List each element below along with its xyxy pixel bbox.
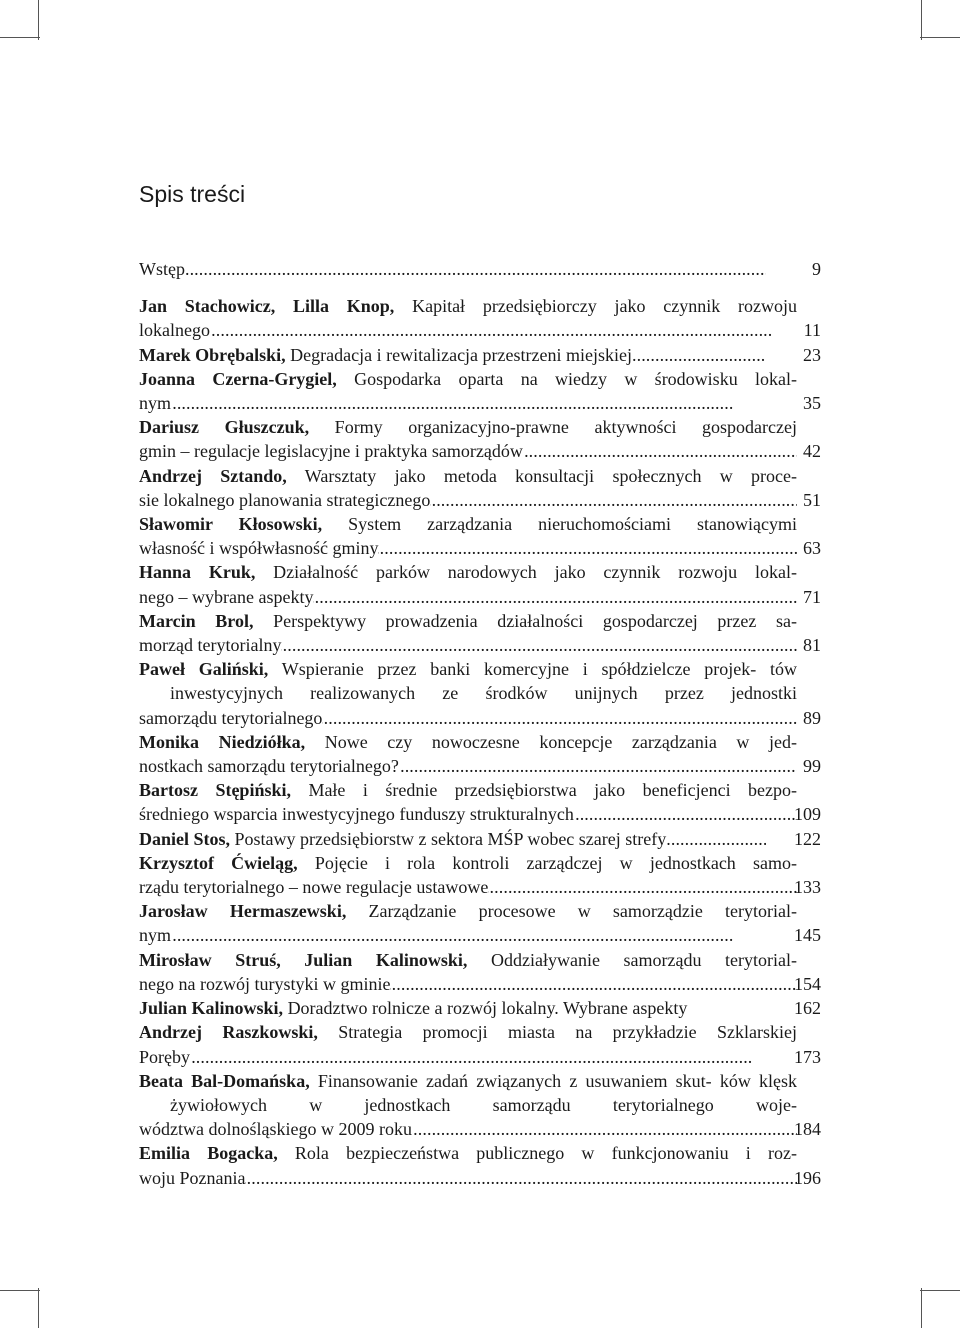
toc-entry-title-end: rządu terytorialnego – nowe regulacje ustawowe bbox=[139, 877, 489, 898]
toc-entry[interactable] bbox=[139, 948, 821, 996]
toc-entry[interactable] bbox=[139, 367, 821, 415]
toc-entry-title: Warsztaty jako metoda konsultacji społecznych w proce- bbox=[286, 465, 798, 486]
toc-page-number: 173 bbox=[794, 1046, 821, 1067]
toc-leader-dots bbox=[210, 318, 797, 342]
toc-entry-author: Andrzej Raszkowski, bbox=[139, 1022, 318, 1043]
toc-entry-author: Sławomir Kłosowski, bbox=[139, 514, 323, 535]
toc-entry-title-end: własność i współwłasność gminy bbox=[139, 538, 379, 559]
toc-entry-lead bbox=[139, 512, 797, 536]
toc-entry-title-end: Poręby bbox=[139, 1046, 190, 1067]
toc-entry-title: Strategia promocji miasta na przykładzie Szklarskiej bbox=[317, 1022, 797, 1043]
toc-entry-title: Zarządzanie procesowe w samorządzie terytorial- bbox=[346, 901, 797, 922]
toc-entry-text bbox=[139, 899, 797, 947]
toc-entry-text bbox=[139, 851, 797, 899]
table-of-contents bbox=[139, 257, 821, 1190]
toc-entry-lead bbox=[139, 294, 797, 318]
toc-entry-author: Monika Niedziółka, bbox=[139, 731, 306, 752]
toc-entry-text bbox=[139, 560, 797, 608]
toc-page-number: 23 bbox=[803, 344, 821, 365]
toc-entry-lead bbox=[139, 1069, 797, 1117]
toc-page-number: 109 bbox=[794, 804, 821, 825]
crop-mark-bottom-right bbox=[921, 1288, 922, 1328]
toc-entry-author: Andrzej Sztando, bbox=[139, 465, 287, 486]
toc-entry-lead bbox=[139, 899, 797, 923]
toc-entry-last-line bbox=[139, 318, 797, 342]
toc-leader-dots bbox=[378, 536, 797, 560]
toc-entry-title: System zarządzania nieruchomościami stanowiącymi bbox=[322, 514, 797, 535]
toc-entry-lead bbox=[139, 851, 797, 875]
toc-entry-last-line bbox=[139, 439, 797, 463]
toc-entry-author: Daniel Stos, bbox=[139, 828, 231, 849]
toc-entry[interactable] bbox=[139, 1020, 821, 1068]
toc-entry-text bbox=[139, 1069, 797, 1142]
toc-entry-title: Gospodarka oparta na wiedzy w środowisku lokal- bbox=[336, 368, 798, 389]
toc-entry-text bbox=[139, 464, 797, 512]
toc-entry-title: Rola bezpieczeństwa publicznego w funkcjonowaniu i roz- bbox=[277, 1143, 797, 1164]
toc-entry-title: Małe i średnie przedsiębiorstwa jako beneficjenci bezpo- bbox=[290, 780, 797, 801]
toc-page-number: 122 bbox=[794, 828, 821, 849]
toc-entry-last-line bbox=[139, 754, 797, 778]
toc-page-number: 11 bbox=[803, 320, 821, 341]
toc-entry-title-end: wództwa dolnośląskiego w 2009 roku bbox=[139, 1119, 412, 1140]
toc-entry-text bbox=[139, 257, 766, 281]
toc-entry-lead bbox=[139, 730, 797, 754]
toc-entry-title: Nowe czy nowoczesne koncepcje zarządzania w jed- bbox=[305, 731, 797, 752]
toc-entry-author: Jarosław Hermaszewski, bbox=[139, 901, 347, 922]
toc-entry-title-end: lokalnego bbox=[139, 320, 210, 341]
toc-entry-last-line bbox=[139, 996, 766, 1020]
toc-entry-title-end: nego na rozwój turystyki w gminie bbox=[139, 973, 391, 994]
toc-entry-author: Krzysztof Ćwieląg, bbox=[139, 852, 298, 873]
toc-page-number: 63 bbox=[803, 538, 821, 559]
toc-entry-title-end: Daniel Stos, Postawy przedsiębiorstw z sektora MŚP wobec szarej strefy bbox=[139, 828, 667, 849]
toc-entry-text bbox=[139, 778, 797, 826]
toc-page-number: 162 bbox=[794, 998, 821, 1019]
toc-entry-last-line bbox=[139, 633, 797, 657]
toc-entry-last-line bbox=[139, 706, 797, 730]
toc-entry-title: Finansowanie zadań związanych z usuwaniem skut- ków klęsk żywiołowych w jednostkach samorządu terytorialnego woje- bbox=[170, 1070, 797, 1115]
toc-entry-title: Kapitał przedsiębiorczy jako czynnik rozwoju bbox=[394, 296, 797, 317]
toc-entry-text bbox=[139, 512, 797, 560]
toc-entry-title-end: Wstęp bbox=[139, 259, 185, 279]
toc-entry-title: Perspektywy prowadzenia działalności gospodarczej przez sa- bbox=[253, 610, 798, 631]
toc-leader-dots bbox=[523, 439, 797, 463]
toc-entry-title: Działalność parków narodowych jako czynnik rozwoju lokal- bbox=[255, 562, 797, 583]
toc-page-number: 133 bbox=[794, 877, 821, 898]
toc-entry[interactable] bbox=[139, 257, 821, 281]
toc-entry-title-end: Julian Kalinowski, Doradztwo rolnicze a rozwój lokalny. Wybrane aspekty bbox=[139, 998, 688, 1019]
toc-entry-author: Marek Obrębalski, bbox=[139, 344, 286, 365]
toc-page-number: 35 bbox=[803, 393, 821, 414]
toc-page-number: 71 bbox=[803, 586, 821, 607]
toc-leader-dots bbox=[430, 488, 797, 512]
toc-entry[interactable] bbox=[139, 778, 821, 826]
toc-entry-last-line bbox=[139, 1117, 797, 1141]
toc-entry-title: Formy organizacyjno-prawne aktywności gospodarczej bbox=[309, 417, 797, 438]
toc-entry-title-end: nym bbox=[139, 925, 172, 946]
crop-mark-top-right bbox=[921, 0, 922, 40]
toc-entry-last-line bbox=[139, 536, 797, 560]
toc-entry-author: Paweł Galiński, bbox=[139, 659, 269, 680]
toc-entry[interactable] bbox=[139, 294, 821, 342]
toc-entry-lead bbox=[139, 948, 797, 972]
toc-entry-last-line bbox=[139, 827, 766, 851]
toc-entry-text bbox=[139, 730, 797, 778]
toc-entry-title: Oddziaływanie samorządu terytorial- bbox=[467, 949, 797, 970]
toc-entry-text bbox=[139, 367, 797, 415]
toc-entry-author: Bartosz Stępiński, bbox=[139, 780, 291, 801]
toc-entry-text bbox=[139, 294, 797, 342]
toc-entry-author: Joanna Czerna-Grygiel, bbox=[139, 368, 337, 389]
toc-entry-last-line bbox=[139, 1166, 797, 1190]
toc-page-number: 89 bbox=[803, 707, 821, 728]
toc-leader-dots bbox=[281, 633, 797, 657]
toc-entry-last-line bbox=[139, 343, 766, 367]
toc-entry-title-end: sie lokalnego planowania strategicznego bbox=[139, 489, 431, 510]
toc-entry[interactable] bbox=[139, 851, 821, 899]
toc-page-number: 154 bbox=[794, 973, 821, 994]
toc-entry-lead bbox=[139, 609, 798, 633]
toc-entry-text bbox=[139, 948, 797, 996]
crop-mark-top-left bbox=[38, 0, 39, 40]
toc-entry-title-end: woju Poznania bbox=[139, 1167, 246, 1188]
toc-entry-lead bbox=[139, 367, 798, 391]
toc-leader-dots bbox=[412, 1117, 797, 1141]
toc-entry-last-line bbox=[139, 802, 797, 826]
toc-entry[interactable] bbox=[139, 512, 821, 560]
toc-entry-text bbox=[139, 1020, 797, 1068]
toc-entry-author: Beata Bal-Domańska, bbox=[139, 1070, 310, 1091]
toc-entry-title-end: gmin – regulacje legislacyjne i praktyka samorządów bbox=[139, 441, 523, 462]
toc-entry-title-end: nym bbox=[139, 393, 172, 414]
toc-entry-title-end: samorządu terytorialnego bbox=[139, 707, 323, 728]
crop-mark-bottom-left-h bbox=[0, 1290, 40, 1291]
toc-entry-text bbox=[139, 657, 797, 730]
crop-mark-bottom-right-h bbox=[920, 1290, 960, 1291]
crop-mark-top-left-h bbox=[0, 37, 40, 38]
toc-entry-author: Julian Kalinowski, bbox=[139, 998, 284, 1019]
crop-mark-bottom-left bbox=[38, 1288, 39, 1328]
toc-entry-title: Pojęcie i rola kontroli zarządczej w jednostkach samo- bbox=[297, 852, 797, 873]
toc-leader-dots bbox=[322, 706, 797, 730]
toc-leader-dots bbox=[399, 754, 797, 778]
toc-entry-text bbox=[139, 827, 766, 851]
toc-entry-title-end: Marek Obrębalski, Degradacja i rewitalizacja przestrzeni miejskiej bbox=[139, 344, 632, 365]
toc-page-number: 99 bbox=[803, 756, 821, 777]
toc-entry-title-end: nego – wybrane aspekty bbox=[139, 586, 314, 607]
toc-leader-dots bbox=[666, 827, 766, 851]
toc-entry[interactable] bbox=[139, 730, 821, 778]
page-title: Spis treści bbox=[139, 181, 246, 207]
toc-page-number: 51 bbox=[803, 489, 821, 510]
toc-leader-dots bbox=[185, 257, 766, 281]
toc-leader-dots bbox=[574, 802, 797, 826]
toc-entry[interactable] bbox=[139, 560, 821, 608]
toc-entry[interactable] bbox=[139, 1069, 821, 1142]
toc-entry-last-line bbox=[139, 488, 797, 512]
toc-entry-author: Emilia Bogacka, bbox=[139, 1143, 278, 1164]
toc-entry[interactable] bbox=[139, 343, 821, 367]
toc-entry-lead bbox=[139, 560, 797, 584]
toc-entry-title-end: średniego wsparcia inwestycyjnego funduszy strukturalnych bbox=[139, 804, 574, 825]
toc-entry-author: Jan Stachowicz, Lilla Knop, bbox=[139, 296, 395, 317]
toc-entry-author: Mirosław Struś, Julian Kalinowski, bbox=[139, 949, 468, 970]
toc-page-number: 145 bbox=[794, 925, 821, 946]
toc-entry-text bbox=[139, 609, 797, 657]
toc-entry-author: Marcin Brol, bbox=[139, 610, 254, 631]
toc-entry[interactable] bbox=[139, 1141, 821, 1189]
toc-entry-lead bbox=[139, 1020, 797, 1044]
toc-entry[interactable] bbox=[139, 415, 821, 463]
toc-entry-last-line bbox=[139, 875, 797, 899]
toc-entry-last-line bbox=[139, 1045, 797, 1069]
toc-page-number: 196 bbox=[794, 1167, 821, 1188]
toc-entry-last-line bbox=[139, 391, 797, 415]
toc-page-number: 42 bbox=[803, 441, 821, 462]
toc-leader-dots bbox=[488, 875, 797, 899]
toc-entry-title-end: morząd terytorialny bbox=[139, 635, 282, 656]
toc-entry-last-line bbox=[139, 972, 797, 996]
toc-entry-text bbox=[139, 415, 797, 463]
toc-leader-dots bbox=[245, 1166, 797, 1190]
toc-entry-last-line bbox=[139, 585, 797, 609]
toc-entry-lead bbox=[139, 1141, 797, 1165]
toc-leader-dots bbox=[632, 343, 766, 367]
toc-entry[interactable] bbox=[139, 609, 821, 657]
toc-entry-text bbox=[139, 1141, 797, 1189]
toc-entry-lead bbox=[139, 778, 797, 802]
toc-entry[interactable] bbox=[139, 827, 821, 851]
toc-entry-lead bbox=[139, 657, 798, 705]
toc-entry-last-line bbox=[139, 923, 797, 947]
toc-entry-author: Dariusz Głuszczuk, bbox=[139, 417, 310, 438]
toc-entry-lead bbox=[139, 464, 798, 488]
toc-entry-last-line bbox=[139, 257, 766, 281]
toc-leader-dots bbox=[190, 1045, 797, 1069]
toc-entry[interactable] bbox=[139, 464, 821, 512]
toc-entry-lead bbox=[139, 415, 797, 439]
toc-entry[interactable] bbox=[139, 899, 821, 947]
toc-entry-text bbox=[139, 343, 766, 367]
crop-mark-top-right-h bbox=[920, 37, 960, 38]
toc-entry-title-end: nostkach samorządu terytorialnego? bbox=[139, 756, 399, 777]
toc-page-number: 184 bbox=[794, 1119, 821, 1140]
toc-page-number: 9 bbox=[812, 259, 821, 279]
toc-entry-author: Hanna Kruk, bbox=[139, 562, 256, 583]
toc-entry[interactable] bbox=[139, 657, 821, 730]
toc-leader-dots bbox=[313, 585, 797, 609]
toc-page-number: 81 bbox=[803, 635, 821, 656]
toc-entry-text bbox=[139, 996, 766, 1020]
toc-leader-dots bbox=[390, 972, 797, 996]
toc-entry[interactable] bbox=[139, 996, 821, 1020]
toc-entry-title: Wspieranie przez banki komercyjne i spółdzielcze projek- tów inwestycyjnych realizowanych ze środków unijnych przez jednostki bbox=[170, 659, 798, 704]
